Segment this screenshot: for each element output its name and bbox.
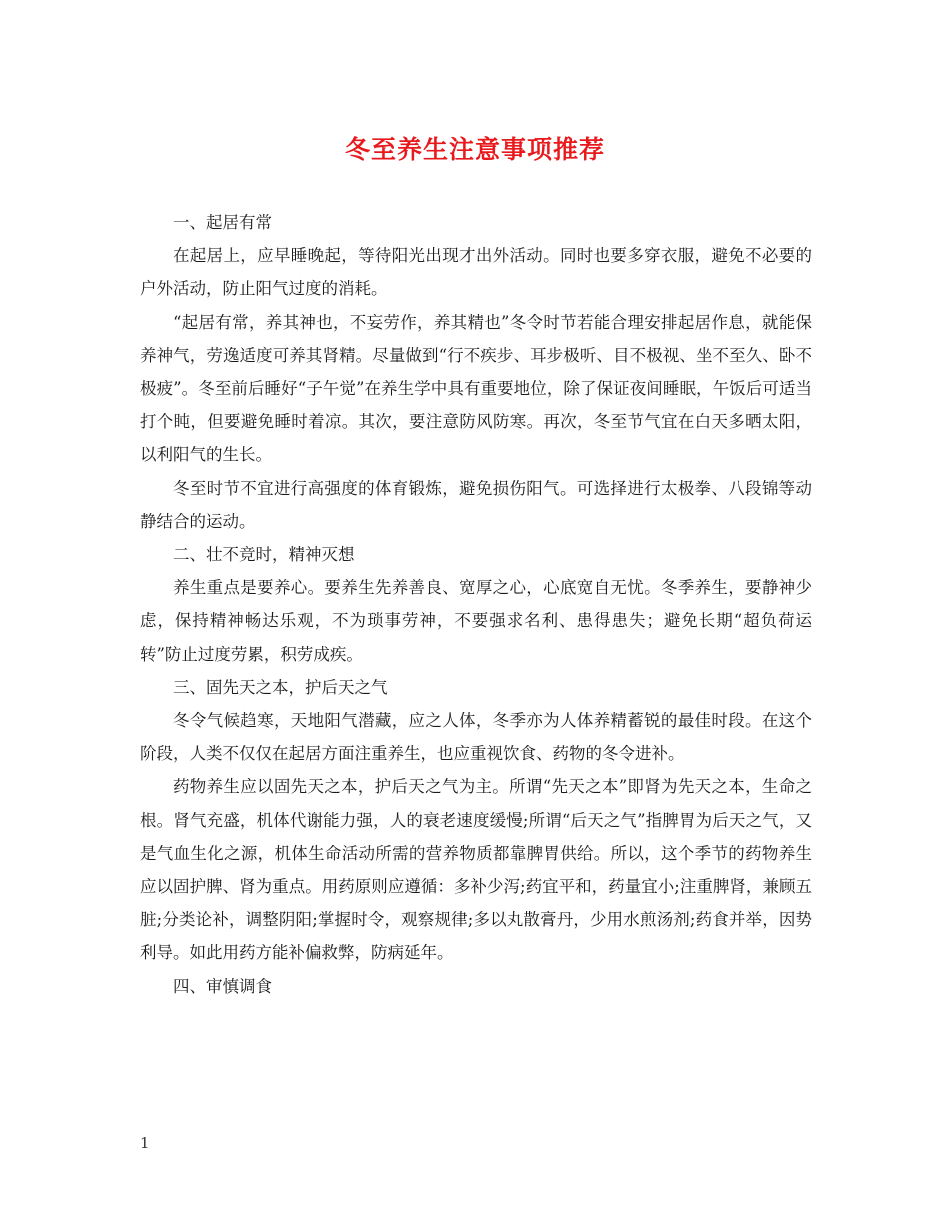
section-heading: 一、起居有常 bbox=[173, 213, 272, 232]
body-paragraph: 养生重点是要养心。要养生先养善良、宽厚之心，心底宽自无忧。冬季养生，要静神少虑，保持精神畅达乐观，不为琐事劳神，不要强求名利、患得患失；避免长期“超负荷运转”防止过度劳累，积劳成疾。 bbox=[140, 578, 812, 664]
document-body bbox=[140, 206, 812, 1003]
page-number: 1 bbox=[140, 1134, 150, 1152]
body-paragraph: 冬至时节不宜进行高强度的体育锻炼，避免损伤阳气。可选择进行太极拳、八段锦等动静结合的运动。 bbox=[140, 478, 812, 531]
body-paragraph: 在起居上，应早睡晚起，等待阳光出现才出外活动。同时也要多穿衣服，避免不必要的户外活动，防止阳气过度的消耗。 bbox=[140, 246, 812, 299]
section-heading: 四、审慎调食 bbox=[173, 976, 272, 996]
section-heading: 三、固先天之本，护后天之气 bbox=[173, 677, 388, 697]
section-heading: 二、壮不竞时，精神灭想 bbox=[173, 545, 355, 565]
body-paragraph: 药物养生应以固先天之本，护后天之气为主。所谓“先天之本”即肾为先天之本，生命之根。肾气充盛，机体代谢能力强，人的衰老速度缓慢;所谓“后天之气”指脾胃为后天之气，又是气血生化之源，机体生命活动所需的营养物质都靠脾胃供给。所以，这个季节的药物养生应以固护脾、肾为重点。用药原则应遵循：多补少泻;药宜平和，药量宜小;注重脾肾，兼顾五脏;分类论补，调整阴阳;掌握时令，观察规律;多以丸散膏丹，少用水煎汤剂;药食并举，因势利导。如此用药方能补偏救弊，防病延年。 bbox=[140, 777, 812, 963]
body-paragraph: 冬令气候趋寒，天地阳气潜藏，应之人体，冬季亦为人体养精蓄锐的最佳时段。在这个阶段，人类不仅仅在起居方面注重养生，也应重视饮食、药物的冬令进补。 bbox=[140, 711, 812, 764]
page-title: 冬至养生注意事项推荐 bbox=[344, 135, 605, 164]
body-paragraph: “起居有常，养其神也，不妄劳作，养其精也”冬令时节若能合理安排起居作息，就能保养神气，劳逸适度可养其肾精。尽量做到“行不疾步、耳步极听、目不极视、坐不至久、卧不极疲”。冬至前后睡好“子午觉”在养生学中具有重要地位，除了保证夜间睡眠，午饭后可适当打个盹，但要避免睡时着凉。其次，要注意防风防寒。再次，冬至节气宜在白天多晒太阳，以利阳气的生长。 bbox=[140, 312, 812, 465]
